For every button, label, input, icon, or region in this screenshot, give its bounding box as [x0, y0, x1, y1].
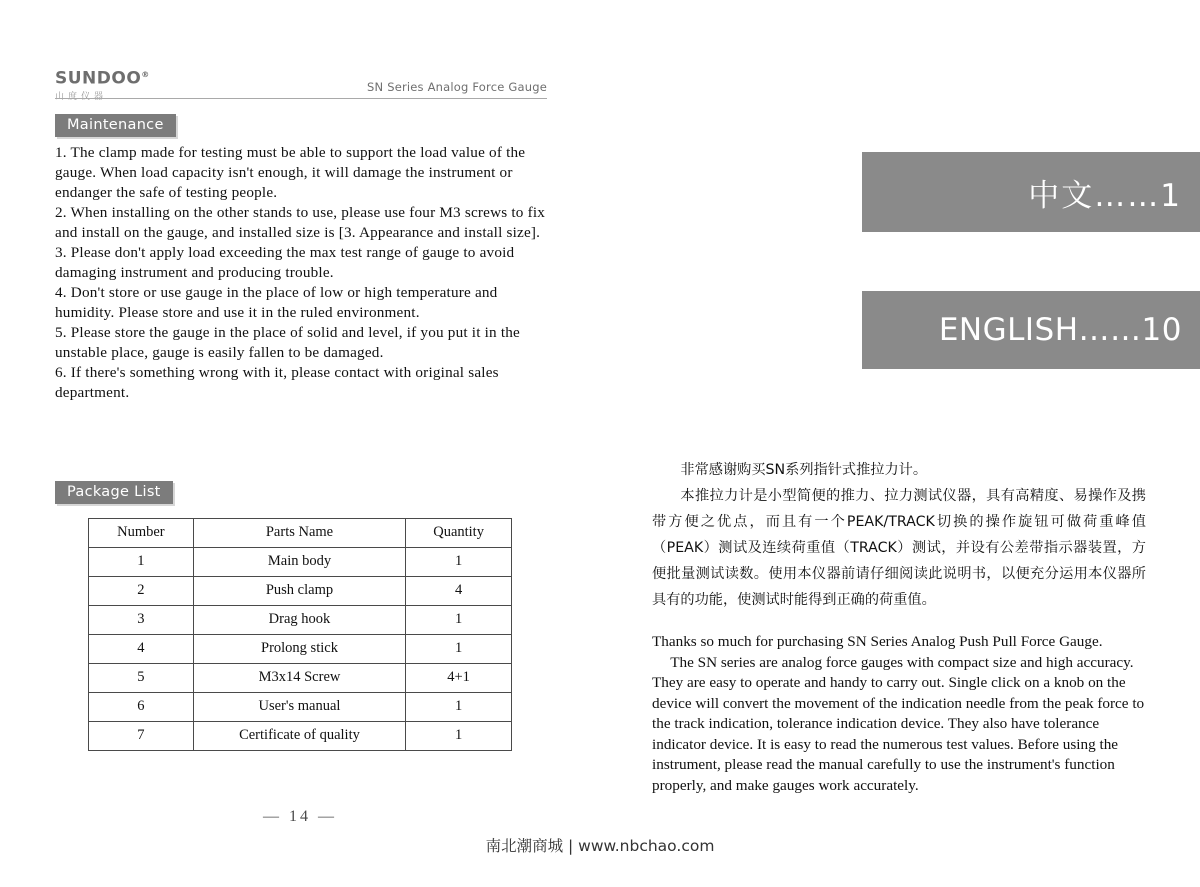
table-cell-number: 5: [89, 664, 194, 693]
table-cell-quantity: 4: [406, 577, 512, 606]
package-list-table: [88, 518, 512, 751]
header-divider: [55, 98, 547, 99]
maintenance-text-block: [55, 143, 549, 403]
table-cell-number: 7: [89, 722, 194, 751]
intro-chinese-paragraph: 非常感谢购买SN系列指针式推拉力计。: [680, 462, 928, 478]
table-cell-part-name: Main body: [193, 548, 405, 577]
table-cell-quantity: 4+1: [406, 664, 512, 693]
table-cell-part-name: Prolong stick: [193, 635, 405, 664]
footer-watermark: 南北潮商城 | www.nbchao.com: [485, 837, 715, 855]
table-cell-number: 3: [89, 606, 194, 635]
language-band-chinese: [862, 152, 1200, 232]
table-cell-part-name: Push clamp: [193, 577, 405, 606]
intro-english-paragraph: Thanks so much for purchasing SN Series Analog Push Pull Force Gauge.: [652, 633, 1103, 650]
intro-chinese-block: [652, 457, 1146, 613]
table-cell-quantity: 1: [406, 606, 512, 635]
maintenance-item: 2. When installing on the other stands to use, please use four M3 screws to fix and install on the gauge, and installed size is [3. Appearance and install size].: [55, 204, 546, 241]
table-cell-quantity: 1: [406, 722, 512, 751]
table-cell-number: 6: [89, 693, 194, 722]
table-header-row: [89, 519, 512, 548]
table-row: [89, 693, 512, 722]
brand-chinese-name: 山度仪器: [55, 91, 108, 102]
language-band-english: [862, 291, 1200, 369]
table-cell-number: 4: [89, 635, 194, 664]
brand-name: [55, 66, 205, 88]
table-cell-part-name: User's manual: [193, 693, 405, 722]
section-heading-package-list: Package List: [55, 481, 173, 504]
table-row: [89, 606, 512, 635]
brand-name-text: SUNDOO: [55, 68, 142, 89]
maintenance-item: 1. The clamp made for testing must be able to support the load value of the gauge. When load capacity isn't enough, it will damage the instrument or endanger the safe of testing people.: [55, 144, 526, 201]
table-cell-quantity: 1: [406, 635, 512, 664]
table-cell-part-name: Certificate of quality: [193, 722, 405, 751]
table-cell-part-name: Drag hook: [193, 606, 405, 635]
table-cell-quantity: 1: [406, 693, 512, 722]
table-header-cell: Parts Name: [193, 519, 405, 548]
table-row: [89, 548, 512, 577]
table-row: [89, 722, 512, 751]
maintenance-item: 4. Don't store or use gauge in the place of low or high temperature and humidity. Please store and use it in the ruled environment.: [55, 284, 498, 321]
maintenance-item: 3. Please don't apply load exceeding the max test range of gauge to avoid damaging instrument and producing trouble.: [55, 244, 515, 281]
table-header-cell: Number: [89, 519, 194, 548]
table-header-cell: Quantity: [406, 519, 512, 548]
table-row: [89, 635, 512, 664]
table-cell-number: 1: [89, 548, 194, 577]
language-band-english-label: ENGLISH……10: [938, 312, 1182, 348]
table-row: [89, 577, 512, 606]
table-cell-quantity: 1: [406, 548, 512, 577]
header-series-title: SN Series Analog Force Gauge: [367, 80, 547, 94]
intro-english-block: [652, 632, 1148, 796]
language-band-chinese-label: 中文……1: [1028, 177, 1182, 214]
maintenance-item: 5. Please store the gauge in the place of solid and level, if you put it in the unstable place, gauge is easily fallen to be damaged.: [55, 324, 520, 361]
trademark-symbol: ®: [141, 70, 150, 79]
intro-chinese-paragraph: 本推拉力计是小型简便的推力、拉力测试仪器，具有高精度、易操作及携带方便之优点，而且有一个PEAK/TRACK切换的操作旋钮可做荷重峰值（PEAK）测试及连续荷重值（TRACK）测试，并设有公差带指示器装置，方便批量测试读数。使用本仪器前请仔细阅读此说明书，以便充分运用本仪器所具有的功能，使测试时能得到正确的荷重值。: [652, 488, 1146, 608]
right-page: [600, 0, 1200, 887]
page-header: [55, 66, 547, 102]
brand-logo: [55, 66, 205, 102]
table-cell-part-name: M3x14 Screw: [193, 664, 405, 693]
intro-english-paragraph: The SN series are analog force gauges with compact size and high accuracy. They are easy to operate and handy to carry out. Single click on a knob on the device will convert the movement of the indication needle from the peak force to the track indication, tolerance indication device. They also have tolerance indicator device. It is easy to read the numerous test values. Before using the instrument, please read the manual carefully to use the instrument's function properly, and make gauges work accurately.: [652, 653, 1145, 794]
table-cell-number: 2: [89, 577, 194, 606]
section-heading-maintenance: Maintenance: [55, 114, 176, 137]
table-row: [89, 664, 512, 693]
page-number: — 14 —: [263, 808, 337, 825]
maintenance-item: 6. If there's something wrong with it, please contact with original sales department.: [55, 364, 499, 401]
